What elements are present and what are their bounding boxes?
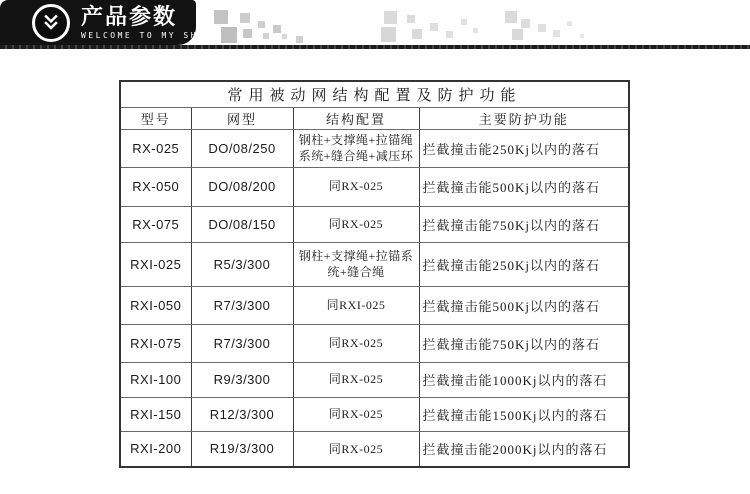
cell-protection: 拦截撞击能750Kj以内的落石 xyxy=(419,206,629,242)
cell-net-type: R19/3/300 xyxy=(191,431,293,467)
cell-protection: 拦截撞击能1500Kj以内的落石 xyxy=(419,397,629,431)
table-title: 常用被动网结构配置及防护功能 xyxy=(120,81,629,107)
decor-square xyxy=(473,28,478,33)
cell-protection: 拦截撞击能500Kj以内的落石 xyxy=(419,167,629,206)
cell-net-type: DO/08/200 xyxy=(191,167,293,206)
cell-protection: 拦截撞击能500Kj以内的落石 xyxy=(419,286,629,324)
double-chevron-down-icon xyxy=(32,4,70,42)
decor-square xyxy=(258,21,265,28)
cell-structure: 同RX-025 xyxy=(293,431,419,467)
table-row xyxy=(120,431,629,467)
cell-structure: 同RXI-025 xyxy=(293,286,419,324)
decor-square xyxy=(412,29,422,39)
table-title-row xyxy=(120,81,629,107)
col-header-protection: 主要防护功能 xyxy=(419,107,629,129)
decor-square xyxy=(446,31,453,38)
cell-structure: 同RX-025 xyxy=(293,397,419,431)
cell-protection: 拦截撞击能750Kj以内的落石 xyxy=(419,324,629,362)
table-row xyxy=(120,167,629,206)
cell-model: RXI-050 xyxy=(120,286,191,324)
col-header-net-type: 网型 xyxy=(191,107,293,129)
table-row xyxy=(120,286,629,324)
cell-structure: 同RX-025 xyxy=(293,206,419,242)
decor-square xyxy=(381,27,396,42)
cell-structure: 同RX-025 xyxy=(293,167,419,206)
col-header-model: 型号 xyxy=(120,107,191,129)
cell-net-type: R7/3/300 xyxy=(191,286,293,324)
banner-title: 产品参数 xyxy=(81,3,178,29)
decor-square xyxy=(263,33,269,39)
decor-square xyxy=(296,36,303,43)
cell-net-type: R9/3/300 xyxy=(191,362,293,397)
table-row xyxy=(120,324,629,362)
cell-model: RX-025 xyxy=(120,129,191,167)
cell-model: RXI-150 xyxy=(120,397,191,431)
cell-net-type: DO/08/150 xyxy=(191,206,293,242)
cell-net-type: R7/3/300 xyxy=(191,324,293,362)
banner-text xyxy=(81,3,213,40)
cell-model: RXI-025 xyxy=(120,242,191,286)
decor-square xyxy=(567,21,572,26)
decor-square xyxy=(538,24,546,32)
decor-square xyxy=(553,30,560,37)
decor-square xyxy=(282,34,287,39)
cell-protection: 拦截撞击能250Kj以内的落石 xyxy=(419,242,629,286)
cell-model: RXI-200 xyxy=(120,431,191,467)
decor-square xyxy=(240,13,250,23)
cell-protection: 拦截撞击能2000Kj以内的落石 xyxy=(419,431,629,467)
cell-model: RX-050 xyxy=(120,167,191,206)
decor-square xyxy=(214,10,228,24)
section-banner xyxy=(0,0,213,45)
spec-table xyxy=(119,80,630,468)
decor-square xyxy=(521,19,530,28)
table-header-row xyxy=(120,107,629,129)
cell-protection: 拦截撞击能1000Kj以内的落石 xyxy=(419,362,629,397)
cell-structure: 钢柱+支撑绳+拉锚系统+缝合绳 xyxy=(293,242,419,286)
decor-square xyxy=(461,19,467,25)
decor-square xyxy=(407,15,415,23)
cell-net-type: DO/08/250 xyxy=(191,129,293,167)
table-row xyxy=(120,362,629,397)
decor-square xyxy=(580,34,584,38)
col-header-structure: 结构配置 xyxy=(293,107,419,129)
cell-structure: 同RX-025 xyxy=(293,362,419,397)
table-row xyxy=(120,242,629,286)
decor-square xyxy=(243,29,252,38)
decor-square xyxy=(512,29,523,40)
table-row xyxy=(120,129,629,167)
table-row xyxy=(120,206,629,242)
decor-square xyxy=(430,23,438,31)
cell-model: RXI-075 xyxy=(120,324,191,362)
cell-model: RX-075 xyxy=(120,206,191,242)
header-divider-line xyxy=(0,45,750,49)
cell-structure: 同RX-025 xyxy=(293,324,419,362)
cell-protection: 拦截撞击能250Kj以内的落石 xyxy=(419,129,629,167)
decor-square xyxy=(505,11,517,23)
cell-net-type: R12/3/300 xyxy=(191,397,293,431)
cell-model: RXI-100 xyxy=(120,362,191,397)
decor-square xyxy=(384,11,397,24)
decor-square xyxy=(221,27,237,43)
decor-square xyxy=(273,25,281,33)
cell-net-type: R5/3/300 xyxy=(191,242,293,286)
cell-structure: 钢柱+支撑绳+拉锚绳系统+缝合绳+减压环 xyxy=(293,129,419,167)
banner-subtitle: WELCOME TO MY SHOP xyxy=(81,30,213,40)
table-row xyxy=(120,397,629,431)
